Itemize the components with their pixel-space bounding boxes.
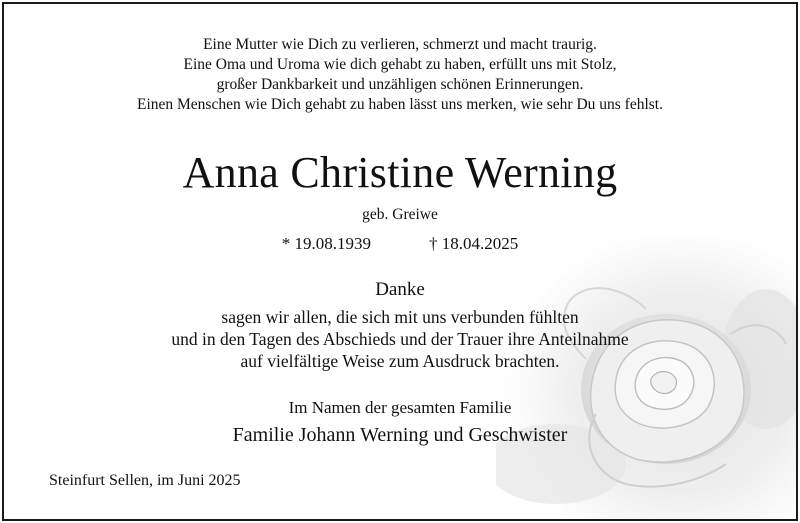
deceased-name: Anna Christine Werning bbox=[182, 148, 618, 197]
family-signature: Familie Johann Werning und Geschwister bbox=[232, 424, 568, 446]
poem-line: großer Dankbarkeit und unzähligen schönen Erinnerungen. bbox=[216, 76, 584, 93]
thanks-text bbox=[4, 306, 796, 372]
poem bbox=[4, 35, 796, 115]
poem-line: Einen Menschen wie Dich gehabt zu haben lässt uns merken, wie sehr Du uns fehlst. bbox=[136, 96, 663, 113]
thanks-line: auf vielfältige Weise zum Ausdruck brachten. bbox=[240, 351, 560, 371]
poem-line: Eine Oma und Uroma wie dich gehabt zu haben, erfüllt uns mit Stolz, bbox=[183, 56, 617, 73]
thanks-line: sagen wir allen, die sich mit uns verbunden fühlten bbox=[221, 307, 579, 327]
birth-date: * 19.08.1939 bbox=[281, 234, 371, 253]
poem-line: Eine Mutter wie Dich zu verlieren, schmerzt und macht traurig. bbox=[203, 36, 597, 53]
family-intro: Im Namen der gesamten Familie bbox=[288, 398, 512, 417]
life-dates bbox=[4, 233, 796, 255]
death-date: † 18.04.2025 bbox=[429, 234, 519, 253]
thanks-title: Danke bbox=[375, 279, 425, 300]
obituary-notice bbox=[2, 2, 798, 521]
birth-name: geb. Greiwe bbox=[362, 206, 438, 223]
place-and-date: Steinfurt Sellen, im Juni 2025 bbox=[49, 472, 241, 489]
thanks-line: und in den Tagen des Abschieds und der Trauer ihre Anteilnahme bbox=[171, 329, 629, 349]
